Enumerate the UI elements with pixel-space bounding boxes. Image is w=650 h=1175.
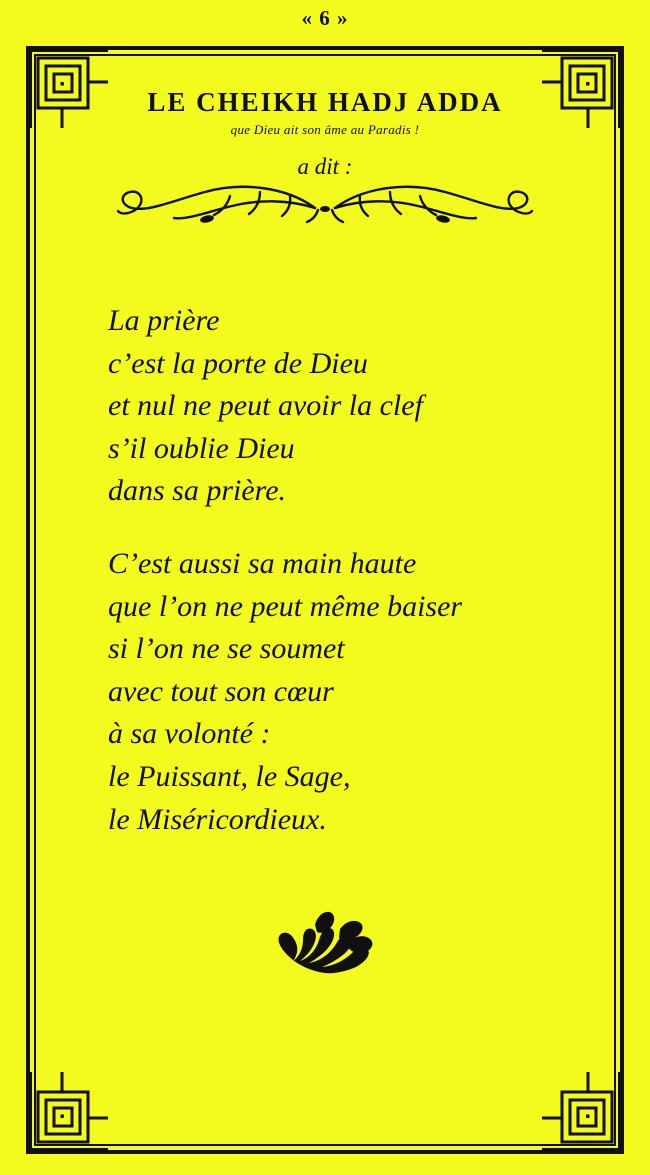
poem-line: que l’on ne peut même baiser (108, 589, 463, 623)
poem-line: avec tout son cœur (108, 674, 334, 708)
poem-line: si l’on ne se soumet (108, 632, 345, 666)
poem-line: C’est aussi sa main haute (108, 546, 417, 580)
poem-line: dans sa prière. (108, 474, 287, 508)
poem-line: La prière (108, 304, 220, 337)
poem-line: et nul ne peut avoir la clef (108, 389, 423, 423)
poem-stanza (108, 543, 578, 841)
sheikh-subtitle: que Dieu ait son âme au Paradis ! (230, 121, 420, 137)
page-number: « 6 » (301, 6, 349, 30)
floral-scroll-divider-icon (110, 178, 540, 233)
poem-stanza (108, 300, 578, 513)
poem-line: le Puissant, le Sage, (108, 759, 351, 793)
greek-key-corner-icon (538, 1068, 624, 1154)
poem-body (108, 300, 578, 841)
sheikh-title: LE CHEIKH HADJ ADDA (147, 87, 503, 117)
header-block (60, 88, 590, 180)
greek-key-corner-icon (26, 1068, 112, 1154)
poem-line: le Miséricordieux. (108, 802, 327, 836)
poem-line: c’est la porte de Dieu (108, 346, 368, 380)
poem-line: à sa volonté : (108, 717, 271, 751)
leaf-flourish-ornament-icon (255, 895, 395, 985)
said-label: a dit : (297, 153, 353, 179)
poem-line: s’il oublie Dieu (108, 431, 295, 465)
